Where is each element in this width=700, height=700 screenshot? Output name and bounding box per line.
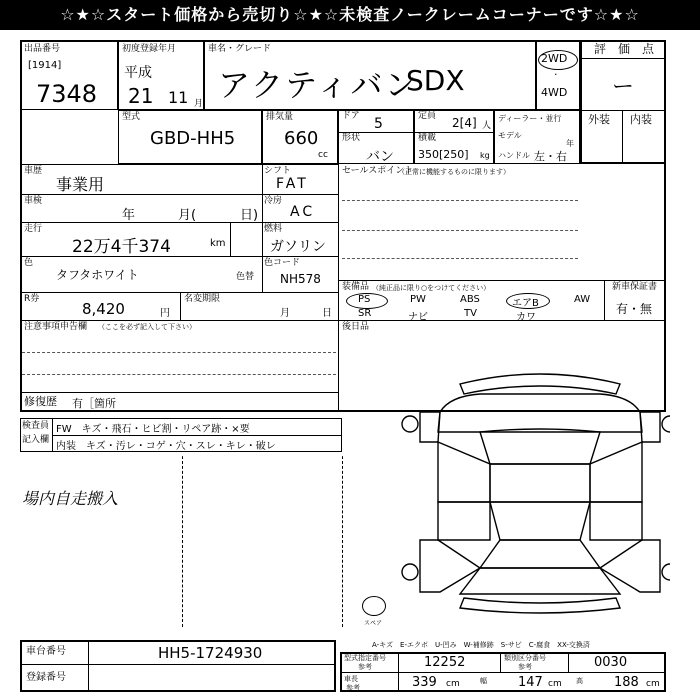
name-label: 車名・グレード — [208, 44, 272, 54]
left-front-fender — [420, 412, 440, 442]
left-rear-door — [438, 502, 490, 540]
model-no: 12252 — [424, 655, 466, 670]
width-unit: cm — [548, 679, 562, 689]
fuel-value: ガソリン — [270, 239, 326, 255]
color-code-label: 色コード — [264, 258, 301, 268]
hood-area — [438, 394, 642, 432]
right-front-fender — [640, 412, 660, 442]
capacity-unit: 人 — [482, 121, 492, 131]
first-reg-month: 11 — [168, 88, 189, 107]
lot-number: 7348 — [36, 80, 98, 108]
inspection-day: 日) — [240, 208, 259, 223]
model-label: 型式 — [122, 112, 141, 122]
damage-legend: A-キズ E-エクボ U-凹み W-補修跡 S-サビ C-腐食 XX-交換済 — [372, 641, 590, 649]
roof — [490, 464, 590, 502]
left-front-tire — [402, 416, 418, 432]
width-label: 幅 — [480, 677, 487, 685]
mileage-unit: km — [210, 238, 226, 249]
warranty-value: 有・無 — [616, 302, 653, 316]
class-no: 0030 — [594, 655, 628, 670]
shift-label: シフト — [264, 166, 292, 176]
tailgate — [460, 568, 620, 594]
shape-value: バン — [366, 149, 394, 165]
rear-bumper — [460, 598, 620, 613]
shape-label: 形状 — [342, 133, 361, 143]
lot-label: 出品番号 — [24, 44, 61, 54]
capacity-label: 定員 — [418, 111, 437, 121]
color-code: NH578 — [280, 272, 321, 286]
aircon-value: AC — [290, 204, 316, 220]
model-value: GBD-HH5 — [150, 128, 236, 149]
category-value: 事業用 — [56, 175, 105, 194]
doors-value: 5 — [374, 116, 383, 132]
height-value: 188 — [614, 675, 639, 690]
inspection-label: 車検 — [24, 196, 43, 206]
equip-airbag: エアB — [512, 298, 539, 309]
inspector-row-2: 内装 キズ・汚レ・コゲ・穴・スレ・キレ・破レ — [56, 441, 276, 452]
name-change-day: 日 — [322, 308, 332, 319]
rear-roof — [490, 502, 590, 540]
handwritten-note: 場内自走搬入 — [22, 489, 119, 508]
recycle-label: R券 — [24, 294, 40, 304]
color-value: タフタホワイト — [56, 268, 139, 282]
recycle-unit: 円 — [160, 308, 170, 319]
first-reg-label: 初度登録年月 — [122, 44, 177, 54]
height-unit: cm — [646, 679, 660, 689]
selling-points-label: セールスポイント — [342, 166, 414, 176]
equip-sr: SR — [358, 308, 372, 319]
selling-points-hint: （正常に機能するものに限ります） — [398, 168, 510, 176]
right-front-door — [590, 442, 642, 502]
first-reg-era: 平成 — [124, 65, 152, 81]
interior-label: 内装 — [630, 113, 652, 126]
equip-aw: AW — [574, 294, 591, 305]
left-rear-quarter — [420, 540, 480, 592]
color-change-label: 色替 — [236, 272, 255, 282]
inspector-label-1: 検査員 — [22, 421, 50, 431]
inspector-row-1: FW キズ・飛石・ヒビ割・リペア跡・×要 — [56, 424, 250, 435]
recycle-value: 8,420 — [82, 300, 125, 318]
color-label: 色 — [24, 258, 34, 268]
repair-label: 修復歴 — [24, 395, 57, 408]
shift-value: FAT — [276, 176, 309, 192]
registration-label: 登録番号 — [26, 672, 66, 683]
equip-abs: ABS — [460, 294, 480, 305]
capacity-value: 2[4] — [452, 116, 477, 130]
equip-pw: PW — [410, 294, 426, 305]
dealer-label: ディーラー・並行 — [498, 114, 562, 123]
right-rear-tire — [662, 564, 670, 580]
handle-value: 左・右 — [534, 150, 567, 163]
repair-value: 有［箇所 — [72, 397, 116, 410]
rear-window — [480, 540, 600, 568]
equip-navi: ナビ — [408, 312, 428, 323]
mileage-value: 22万4千374 — [72, 237, 171, 257]
load-unit: kg — [480, 151, 490, 160]
length-ref: 参考 — [346, 684, 360, 692]
notes-label: 注意事項申告欄 — [24, 322, 88, 332]
right-rear-quarter — [600, 540, 660, 592]
left-rear-tire — [402, 564, 418, 580]
inspection-month: 月( — [178, 208, 197, 223]
score-value: ー — [612, 75, 635, 100]
left-front-door — [438, 442, 490, 502]
score-label: 評 価 点 — [594, 42, 655, 56]
spare-label: スペア — [364, 620, 383, 627]
length-value: 339 — [412, 675, 437, 690]
warranty-label: 新車保証書 — [612, 282, 658, 292]
width-value: 147 — [518, 675, 543, 690]
right-front-tire — [662, 416, 670, 432]
displacement-label: 排気量 — [266, 112, 294, 122]
displacement-unit: cc — [318, 150, 328, 160]
equip-ps: PS — [358, 294, 371, 305]
back-seat-label: 後日品 — [342, 322, 370, 332]
load-label: 積載 — [418, 133, 437, 143]
spare-tire-icon — [362, 596, 386, 616]
chassis-label: 車台番号 — [26, 646, 66, 657]
class-no-label: 類別区分番号 — [504, 654, 546, 662]
drive-4wd: 4WD — [541, 86, 568, 99]
height-label: 高 — [576, 677, 583, 685]
name-change-month: 月 — [280, 308, 290, 319]
aircon-label: 冷房 — [264, 196, 283, 206]
equipment-label: 装備品 — [342, 282, 370, 292]
inspector-label-2: 記入欄 — [22, 435, 50, 445]
first-reg-year: 21 — [128, 84, 154, 108]
model-year-unit: 年 — [566, 139, 574, 148]
model-year-label: モデル — [498, 131, 522, 140]
name-change-label: 名変期限 — [184, 294, 221, 304]
inspection-year: 年 — [122, 208, 136, 223]
grade: SDX — [406, 64, 465, 97]
right-rear-door — [590, 502, 642, 540]
front-bumper — [460, 374, 620, 394]
handle-label: ハンドル — [498, 151, 530, 160]
load-value: 350[250] — [418, 148, 469, 161]
banner: ☆★☆スタート価格から売切り☆★☆未検査ノークレームコーナーです☆★☆ — [0, 0, 700, 30]
model-no-label: 型式指定番号 — [344, 654, 386, 662]
length-unit: cm — [446, 679, 460, 689]
displacement-value: 660 — [284, 128, 319, 149]
windshield — [480, 429, 600, 464]
first-reg-month-unit: 月 — [194, 99, 204, 109]
length-label: 車長 — [344, 675, 358, 683]
chassis-number: HH5-1724930 — [158, 644, 263, 662]
drive-2wd: 2WD — [541, 52, 568, 65]
fuel-label: 燃料 — [264, 224, 283, 234]
mileage-label: 走行 — [24, 224, 43, 234]
car-damage-diagram — [380, 372, 670, 622]
notes-hint: （ここを必ず記入して下さい） — [98, 323, 196, 331]
doors-label: ドア — [342, 111, 360, 121]
class-no-ref: 参考 — [518, 663, 532, 671]
exterior-label: 外装 — [588, 113, 610, 126]
equip-tv: TV — [464, 308, 477, 319]
model-no-ref: 参考 — [358, 663, 372, 671]
lot-sub: [1914] — [28, 60, 62, 71]
car-name: アクティバン — [218, 66, 419, 104]
equip-leather: カワ — [516, 312, 536, 323]
equipment-hint: （純正品に限り○をつけてください） — [372, 284, 491, 292]
category-label: 車歴 — [24, 166, 43, 176]
